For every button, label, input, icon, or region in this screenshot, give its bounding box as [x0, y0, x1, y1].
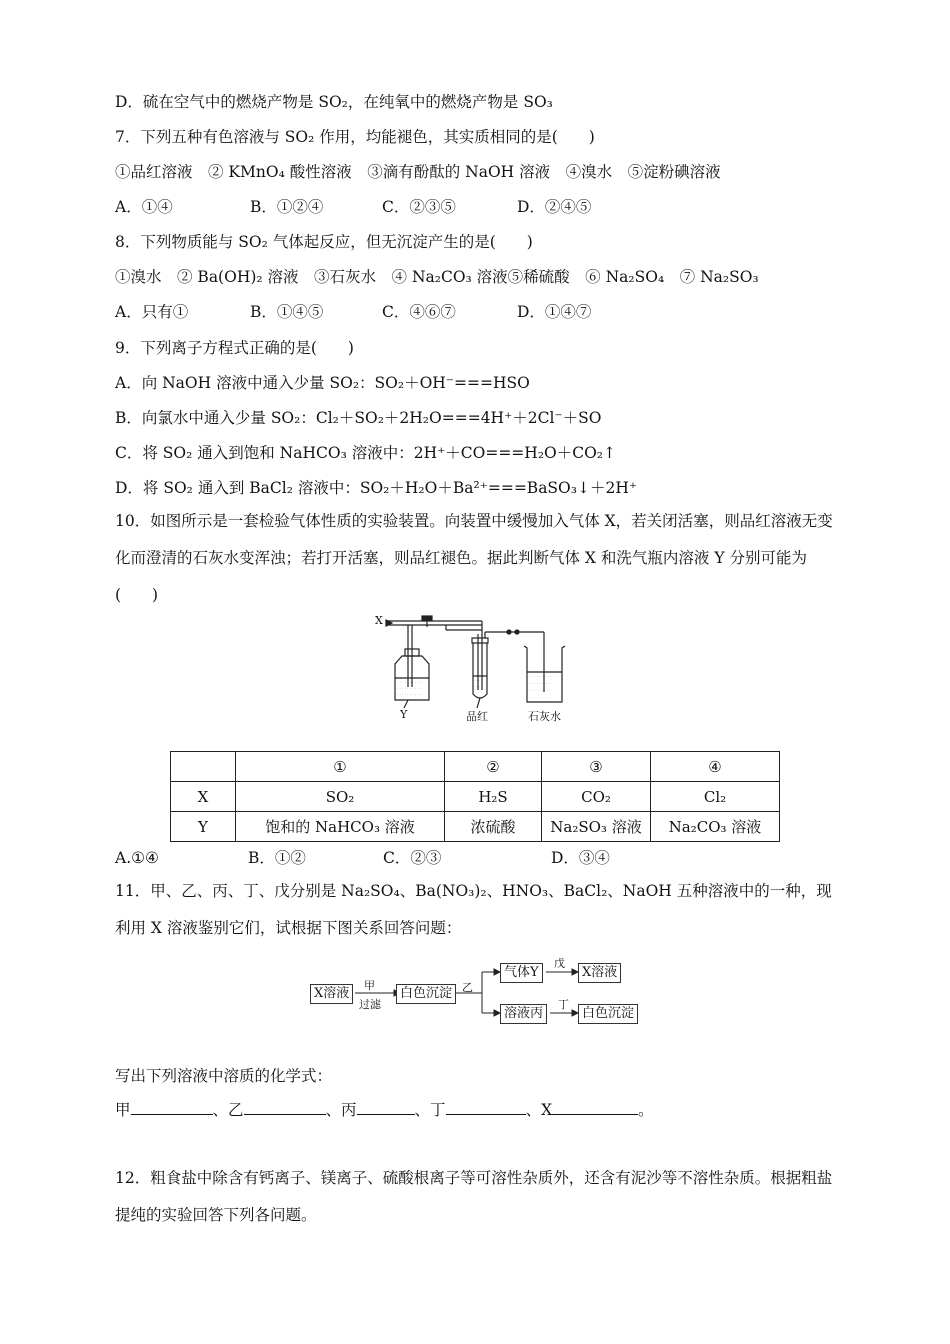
table-cell: H₂S: [445, 782, 542, 812]
flow-gas-y: 气体Y: [500, 963, 543, 983]
flow-yi-label: 乙: [462, 981, 473, 994]
q7-option-a[interactable]: A．①④: [115, 198, 173, 216]
table-row: [171, 812, 780, 842]
apparatus-limewater-label: 石灰水: [528, 710, 561, 723]
flow-white-precipitate-2: 白色沉淀: [578, 1004, 638, 1024]
table-cell: Na₂CO₃ 溶液: [651, 812, 780, 842]
table-cell: ④: [651, 752, 780, 782]
apparatus-pinhong-label: 品红: [466, 710, 488, 723]
q11-instruction: 写出下列溶液中溶质的化学式：: [115, 1067, 333, 1085]
q9-option-c[interactable]: C．将 SO₂ 通入到饱和 NaHCO₃ 溶液中：2H⁺＋CO===H₂O＋CO₂↑: [115, 444, 617, 462]
q8-option-d[interactable]: D．①④⑦: [517, 303, 592, 321]
flow-jia-label: 甲: [364, 979, 375, 992]
flow-solution-bing: 溶液丙: [500, 1004, 547, 1024]
q7-items: ①品红溶液 ② KMnO₄ 酸性溶液 ③滴有酚酞的 NaOH 溶液 ④溴水 ⑤淀粉碘溶液: [115, 163, 721, 181]
q7-option-b[interactable]: B．①②④: [250, 198, 324, 216]
q9-option-b[interactable]: B．向氯水中通入少量 SO₂：Cl₂＋SO₂＋2H₂O===4H⁺＋2Cl⁻＋SO: [115, 409, 602, 427]
question-12: 12．粗食盐中除含有钙离子、镁离子、硫酸根离子等可溶性杂质外，还含有泥沙等不溶性杂质。根据粗盐提纯的实验回答下列各问题。: [115, 1169, 833, 1224]
flow-ding-label: 丁: [558, 998, 569, 1011]
table-row: [171, 752, 780, 782]
table-cell: Na₂SO₃ 溶液: [542, 812, 651, 842]
svg-text:· · · · · · · · · ·: · · · · · · · · · ·: [397, 686, 422, 691]
table-cell: ②: [445, 752, 542, 782]
table-row: [171, 782, 780, 812]
q9-option-d[interactable]: D．将 SO₂ 通入到 BaCl₂ 溶液中：SO₂＋H₂O＋Ba²⁺===BaSO₃↓＋2H⁺: [115, 479, 638, 497]
answer-blank-jia[interactable]: [131, 1100, 213, 1115]
q8-option-c[interactable]: C．④⑥⑦: [382, 303, 456, 321]
q8-option-b[interactable]: B．①④⑤: [250, 303, 324, 321]
flow-wu-label: 戊: [554, 957, 565, 970]
q10-option-d[interactable]: D．③④: [551, 849, 610, 867]
table-cell: Y: [171, 812, 236, 842]
svg-text:· · · ·: · · · ·: [474, 684, 483, 689]
fill-label-jia: 甲: [115, 1101, 131, 1119]
fill-end-period: 。: [638, 1101, 654, 1119]
fill-label-x: 、X: [525, 1101, 553, 1119]
table-cell: [171, 752, 236, 782]
q10-option-c[interactable]: C．②③: [383, 849, 442, 867]
table-cell: SO₂: [236, 782, 445, 812]
apparatus-x-label: X: [375, 614, 383, 627]
xy-table: [170, 751, 780, 842]
answer-blank-bing[interactable]: [357, 1100, 415, 1115]
q10-options: [115, 846, 610, 868]
table-cell: CO₂: [542, 782, 651, 812]
svg-text:· · · ·: · · · ·: [474, 678, 483, 683]
q11-fill-line: [115, 1098, 654, 1120]
table-cell: X: [171, 782, 236, 812]
svg-text:· · · · · · · · ·: · · · · · · · · ·: [529, 674, 551, 679]
q7-option-d[interactable]: D．②④⑤: [517, 198, 592, 216]
answer-blank-x[interactable]: [552, 1100, 638, 1115]
question-11: 11．甲、乙、丙、丁、戊分别是 Na₂SO₄、Ba(NO₃)₂、HNO₃、BaCl₂、NaOH 五种溶液中的一种，现利用 X 溶液鉴别它们，试根据下图关系回答问题：: [115, 882, 832, 937]
q7-option-c[interactable]: C．②③⑤: [382, 198, 456, 216]
q7-options: [115, 195, 591, 217]
answer-blank-ding[interactable]: [446, 1100, 526, 1115]
q8-options: [115, 300, 591, 322]
table-cell: ③: [542, 752, 651, 782]
flow-x-solution: X溶液: [310, 984, 353, 1004]
table-cell: 浓硫酸: [445, 812, 542, 842]
question-7: 7．下列五种有色溶液与 SO₂ 作用，均能褪色，其实质相同的是( ): [115, 128, 595, 146]
table-cell: ①: [236, 752, 445, 782]
table-cell: Cl₂: [651, 782, 780, 812]
question-8: 8．下列物质能与 SO₂ 气体起反应，但无沉淀产生的是( ): [115, 233, 533, 251]
svg-text:· · · · · · · · ·: · · · · · · · · ·: [529, 695, 551, 700]
question-10: 10．如图所示是一套检验气体性质的实验装置。向装置中缓慢加入气体 X，若关闭活塞，则品红溶液无变化而澄清的石灰水变浑浊；若打开活塞，则品红褪色。据此判断气体 X 和洗气瓶内溶液 Y 分别可能为( ): [115, 512, 833, 604]
svg-text:· · · · · · · · ·: · · · · · · · · ·: [529, 688, 551, 693]
flow-filter-label: 过滤: [359, 998, 381, 1011]
flow-white-precipitate: 白色沉淀: [396, 984, 456, 1004]
flow-x-solution-2: X溶液: [578, 963, 621, 983]
question-9: 9．下列离子方程式正确的是( ): [115, 339, 354, 357]
fill-label-bing: 、丙: [325, 1101, 357, 1119]
svg-text:· · · · · · · · · ·: · · · · · · · · · ·: [397, 692, 422, 697]
q9-option-a[interactable]: A．向 NaOH 溶液中通入少量 SO₂：SO₂＋OH⁻===HSO: [115, 374, 530, 392]
fill-label-ding: 、丁: [414, 1101, 446, 1119]
svg-text:· · · · · · · · ·: · · · · · · · · ·: [529, 681, 551, 686]
q10-option-a[interactable]: A.①④: [115, 849, 159, 867]
svg-text:· · · · · · · · · ·: · · · · · · · · · ·: [397, 680, 422, 685]
q10-option-b[interactable]: B．①②: [248, 849, 306, 867]
apparatus-y-label: Y: [400, 708, 408, 721]
fill-label-yi: 、乙: [212, 1101, 244, 1119]
q8-option-a[interactable]: A．只有①: [115, 303, 189, 321]
option-d-prev: D．硫在空气中的燃烧产物是 SO₂，在纯氧中的燃烧产物是 SO₃: [115, 93, 553, 111]
q8-items: ①溴水 ② Ba(OH)₂ 溶液 ③石灰水 ④ Na₂CO₃ 溶液⑤稀硫酸 ⑥ Na₂SO₄ ⑦ Na₂SO₃: [115, 268, 759, 286]
answer-blank-yi[interactable]: [244, 1100, 326, 1115]
table-cell: 饱和的 NaHCO₃ 溶液: [236, 812, 445, 842]
